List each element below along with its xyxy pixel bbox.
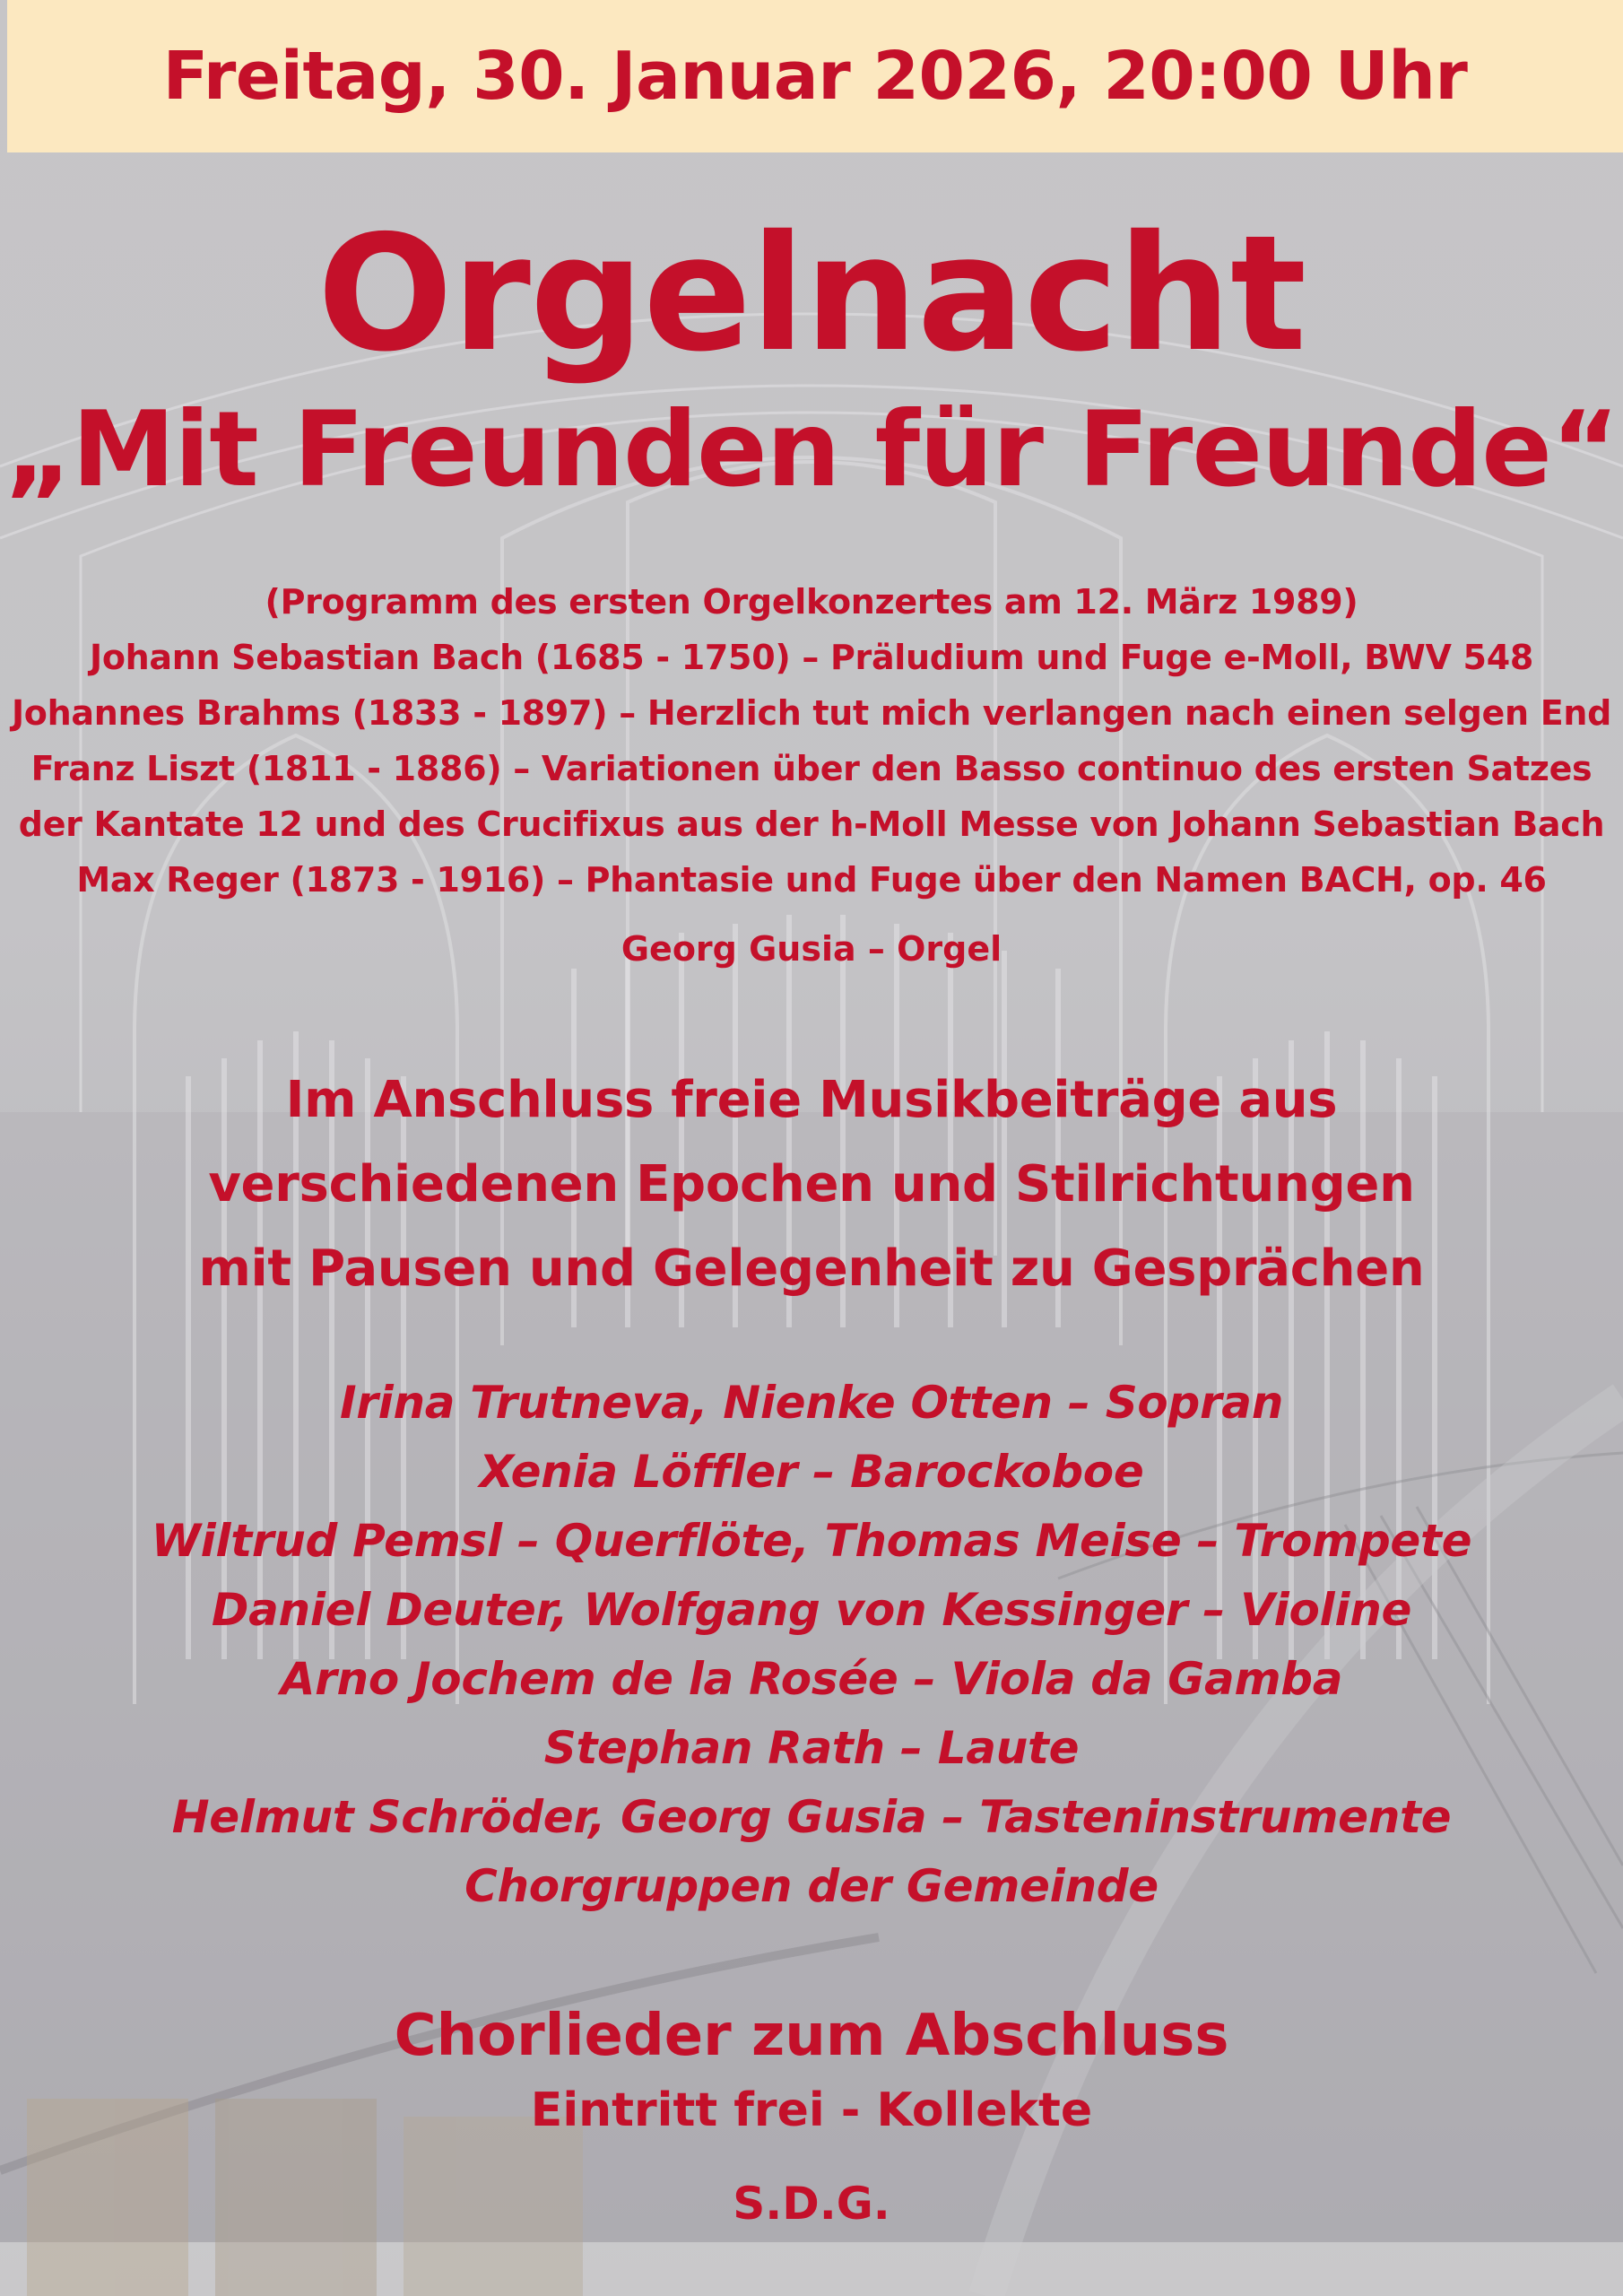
- musician-entry: Helmut Schröder, Georg Gusia – Tasteninstrumente: [171, 1791, 1452, 1843]
- entry-info: Eintritt frei - Kollekte: [530, 2083, 1093, 2137]
- musician-entry: Arno Jochem de la Rosée – Viola da Gamba: [280, 1653, 1343, 1705]
- musician-entry: Irina Trutneva, Nienke Otten – Sopran: [339, 1377, 1284, 1429]
- poster-title: Orgelnacht: [317, 201, 1306, 387]
- intro-line: verschiedenen Epochen und Stilrichtungen: [208, 1155, 1415, 1213]
- musician-entry: Xenia Löffler – Barockoboe: [479, 1446, 1144, 1498]
- musician-entry: Stephan Rath – Laute: [543, 1722, 1080, 1774]
- musicians-list: [0, 1369, 1623, 1921]
- program-item: Max Reger (1873 - 1916) – Phantasie und Fuge über den Namen BACH, op. 46: [76, 860, 1547, 900]
- intro-line: mit Pausen und Gelegenheit zu Gesprächen: [198, 1239, 1425, 1298]
- organist-credit: Georg Gusia – Orgel: [621, 929, 1002, 969]
- date-banner: [7, 0, 1623, 152]
- musician-entry: Chorgruppen der Gemeinde: [464, 1860, 1159, 1912]
- program-note: (Programm des ersten Orgelkonzertes am 12. März 1989): [265, 582, 1358, 622]
- event-date: Freitag, 30. Januar 2026, 20:00 Uhr: [162, 38, 1468, 115]
- program-item: Franz Liszt (1811 - 1886) – Variationen über den Basso continuo des ersten Satzes: [30, 749, 1593, 788]
- program-list: [0, 574, 1623, 908]
- musician-entry: Wiltrud Pemsl – Querflöte, Thomas Meise – Trompete: [151, 1515, 1472, 1567]
- finale-heading: Chorlieder zum Abschluss: [394, 2003, 1229, 2069]
- intro-text: [0, 1058, 1623, 1311]
- program-item: der Kantate 12 und des Crucifixus aus der h-Moll Messe von Johann Sebastian Bach: [18, 804, 1605, 844]
- musician-entry: Daniel Deuter, Wolfgang von Kessinger – Violine: [211, 1584, 1412, 1636]
- poster-subtitle: „Mit Freunden für Freunde“: [4, 389, 1619, 510]
- program-item: Johann Sebastian Bach (1685 - 1750) – Präludium und Fuge e-Moll, BWV 548: [90, 638, 1533, 677]
- signature-sdg: S.D.G.: [733, 2178, 890, 2230]
- program-item: Johannes Brahms (1833 - 1897) – Herzlich tut mich verlangen nach einen selgen End: [11, 693, 1612, 733]
- intro-line: Im Anschluss freie Musikbeiträge aus: [285, 1071, 1338, 1129]
